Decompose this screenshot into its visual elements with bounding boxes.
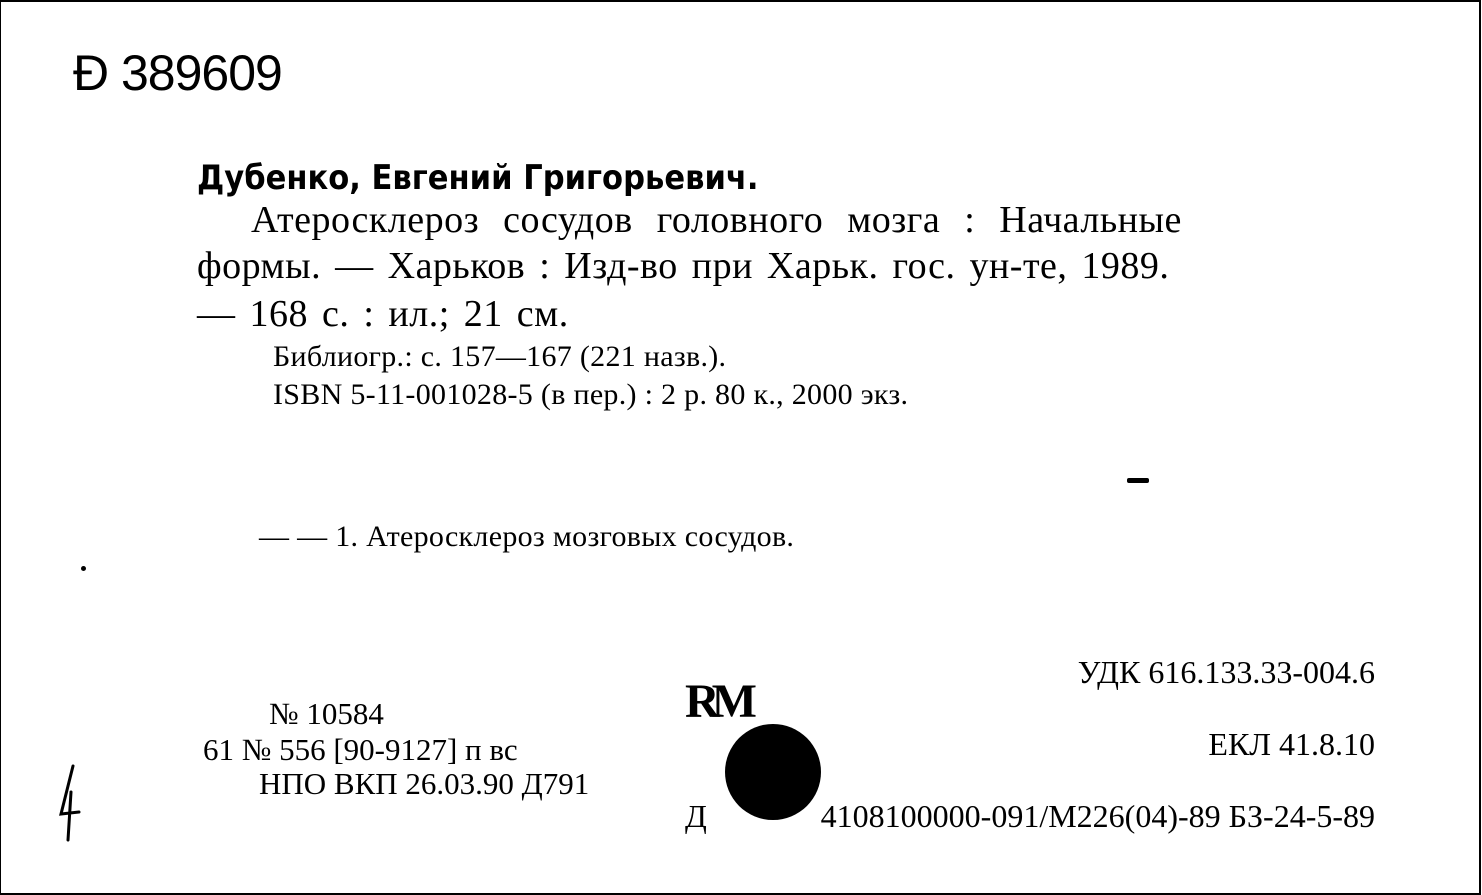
ekl-code: ЕКЛ 41.8.10 [1208, 726, 1375, 762]
subject-heading: — — 1. Атеросклероз мозговых сосудов. [259, 520, 795, 553]
shelf-mark: Ð 389609 [73, 45, 282, 101]
title-line: — 168 с. : ил.; 21 см. [197, 293, 569, 335]
title-line: Атеросклероз сосудов головного мозга : Начальные [251, 199, 1182, 241]
rm-stamp: RM [685, 675, 749, 728]
print-info: НПО ВКП 26.03.90 Д791 [259, 766, 590, 801]
order-number: 61 № 556 [90-9127] п вс [203, 732, 518, 767]
udk-code: УДК 616.133.33-004.6 [1077, 654, 1375, 690]
classification-code: 4108100000-091/М226(04)-89 БЗ-24-5-89 [820, 798, 1375, 834]
title-line: формы. — Харьков : Изд-во при Харьк. гос. ун-те, 1989. [197, 245, 1170, 287]
ink-mark [1127, 478, 1149, 483]
bibliography-note: Библиогр.: с. 157—167 (221 назв.). [273, 340, 727, 373]
ink-dot [81, 566, 86, 571]
inventory-number: № 10584 [269, 696, 384, 731]
punch-hole [725, 724, 821, 820]
author-heading: Дубенко, Евгений Григорьевич. [197, 158, 759, 198]
isbn-line: ISBN 5-11-001028-5 (в пер.) : 2 р. 80 к., 2000 экз. [273, 378, 909, 411]
code-prefix: Д [685, 798, 707, 834]
handwritten-four-icon [55, 762, 85, 842]
